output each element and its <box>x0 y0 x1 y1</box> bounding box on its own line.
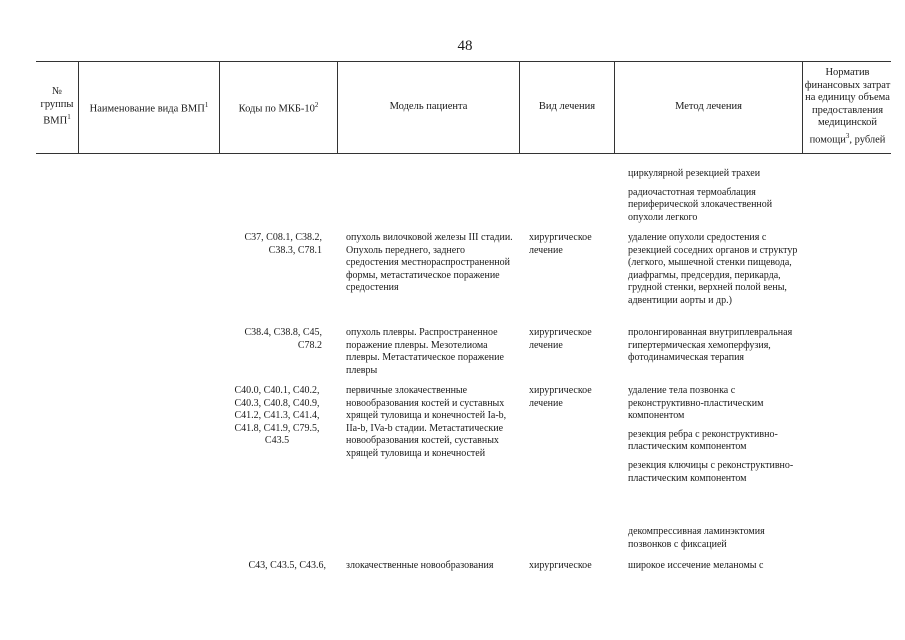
icd-codes-cell: C38.4, C38.8, C45, C78.2 <box>244 327 322 351</box>
patient-model-cell: первичные злокачественные новообразования костей и суставных хрящей туловища и конечностей Ia-b, IIa-b, IVa-b стадии. Метастатические новообразования костей, суставных хрящей туловища и конечностей <box>346 385 507 459</box>
method-item: резекция ключицы с реконструктивно-пластическим компонентом <box>628 459 794 484</box>
header-treatment-type <box>521 61 613 153</box>
method-cell <box>628 560 806 573</box>
method-cell <box>628 168 800 224</box>
treatment-type-cell: хирургическое лечение <box>529 232 592 256</box>
method-item: удаление тела позвонка с реконструктивно-пластическим компонентом <box>628 385 764 422</box>
method-item: удаление опухоли средостения с резекцией соседних органов и структур (легкого, мышечной стенки пищевода, диафрагмы, предсердия, перикарда, грудной стенки, верхней полой вены, адвентиции аорты и др.) <box>628 232 798 306</box>
footnote-marker: 1 <box>67 113 71 121</box>
method-cell <box>628 385 806 485</box>
footnote-marker: 3 <box>845 131 850 140</box>
header-treatment-type-text: Вид лечения <box>538 100 596 112</box>
header-vmp-name <box>80 61 218 153</box>
treatment-type-cell: хирургическое лечение <box>529 327 592 351</box>
patient-model-cell: опухоль плевры. Распространенное поражение плевры. Мезотелиома плевры. Метастатическое поражение плевры <box>346 327 504 376</box>
header-icd-codes-text: Коды по МКБ-10 <box>238 103 315 114</box>
column-divider <box>219 61 220 153</box>
header-patient-model-text: Модель пациента <box>389 100 468 112</box>
icd-codes-cell: C40.0, C40.1, C40.2, C40.3, C40.8, C40.9, C41.2, C41.3, C41.4, C41.8, C41.9, C79.5, C43.5 <box>234 385 320 447</box>
method-item: радиочастотная термоаблация периферической злокачественной опухоли легкого <box>628 186 773 223</box>
column-divider <box>337 61 338 153</box>
header-patient-model <box>339 61 518 153</box>
patient-model-cell: опухоль вилочковой железы III стадии. Опухоль переднего, заднего средостения местнораспространенной формы, метастатическое поражение средостения <box>346 232 513 294</box>
page-number: 48 <box>457 38 473 54</box>
header-vmp-name-text: Наименование вида ВМП <box>89 103 205 114</box>
header-group-number-text: № группы ВМП <box>40 86 74 127</box>
header-financial-norm-text: Норматив финансовых затрат на единицу объема предоставления медицинской помощи <box>804 67 891 146</box>
header-bottom-border <box>36 153 891 154</box>
header-treatment-method <box>616 61 801 153</box>
method-cell <box>628 327 806 365</box>
treatment-type-cell: хирургическое <box>529 560 592 571</box>
footnote-marker: 1 <box>204 100 209 109</box>
method-item: пролонгированная внутриплевральная гипертермическая хемоперфузия, фотодинамическая терапия <box>628 327 793 364</box>
header-treatment-method-text: Метод лечения <box>675 100 742 112</box>
header-group-number <box>36 61 78 153</box>
icd-codes-cell: C37, C08.1, C38.2, C38.3, C78.1 <box>244 232 322 256</box>
treatment-type-cell: хирургическое лечение <box>529 385 592 409</box>
method-item: декомпрессивная ламинэктомия позвонков с фиксацией <box>628 526 765 550</box>
header-financial-norm <box>804 61 891 153</box>
header-icd-codes <box>221 61 336 153</box>
patient-model-cell: злокачественные новообразования <box>346 560 494 571</box>
footnote-marker: 2 <box>314 100 319 109</box>
icd-codes-cell: C43, C43.5, C43.6, <box>248 560 326 571</box>
method-item: циркулярной резекцией трахеи <box>628 168 761 179</box>
method-item: широкое иссечение меланомы с <box>628 560 764 571</box>
column-divider <box>519 61 520 153</box>
method-cell <box>628 526 806 551</box>
method-item: резекция ребра с реконструктивно-пластическим компонентом <box>628 428 778 453</box>
method-cell <box>628 232 806 308</box>
header-financial-norm-unit: , рублей <box>849 134 886 146</box>
column-divider <box>614 61 615 153</box>
column-divider <box>78 61 79 153</box>
column-divider <box>802 61 803 153</box>
